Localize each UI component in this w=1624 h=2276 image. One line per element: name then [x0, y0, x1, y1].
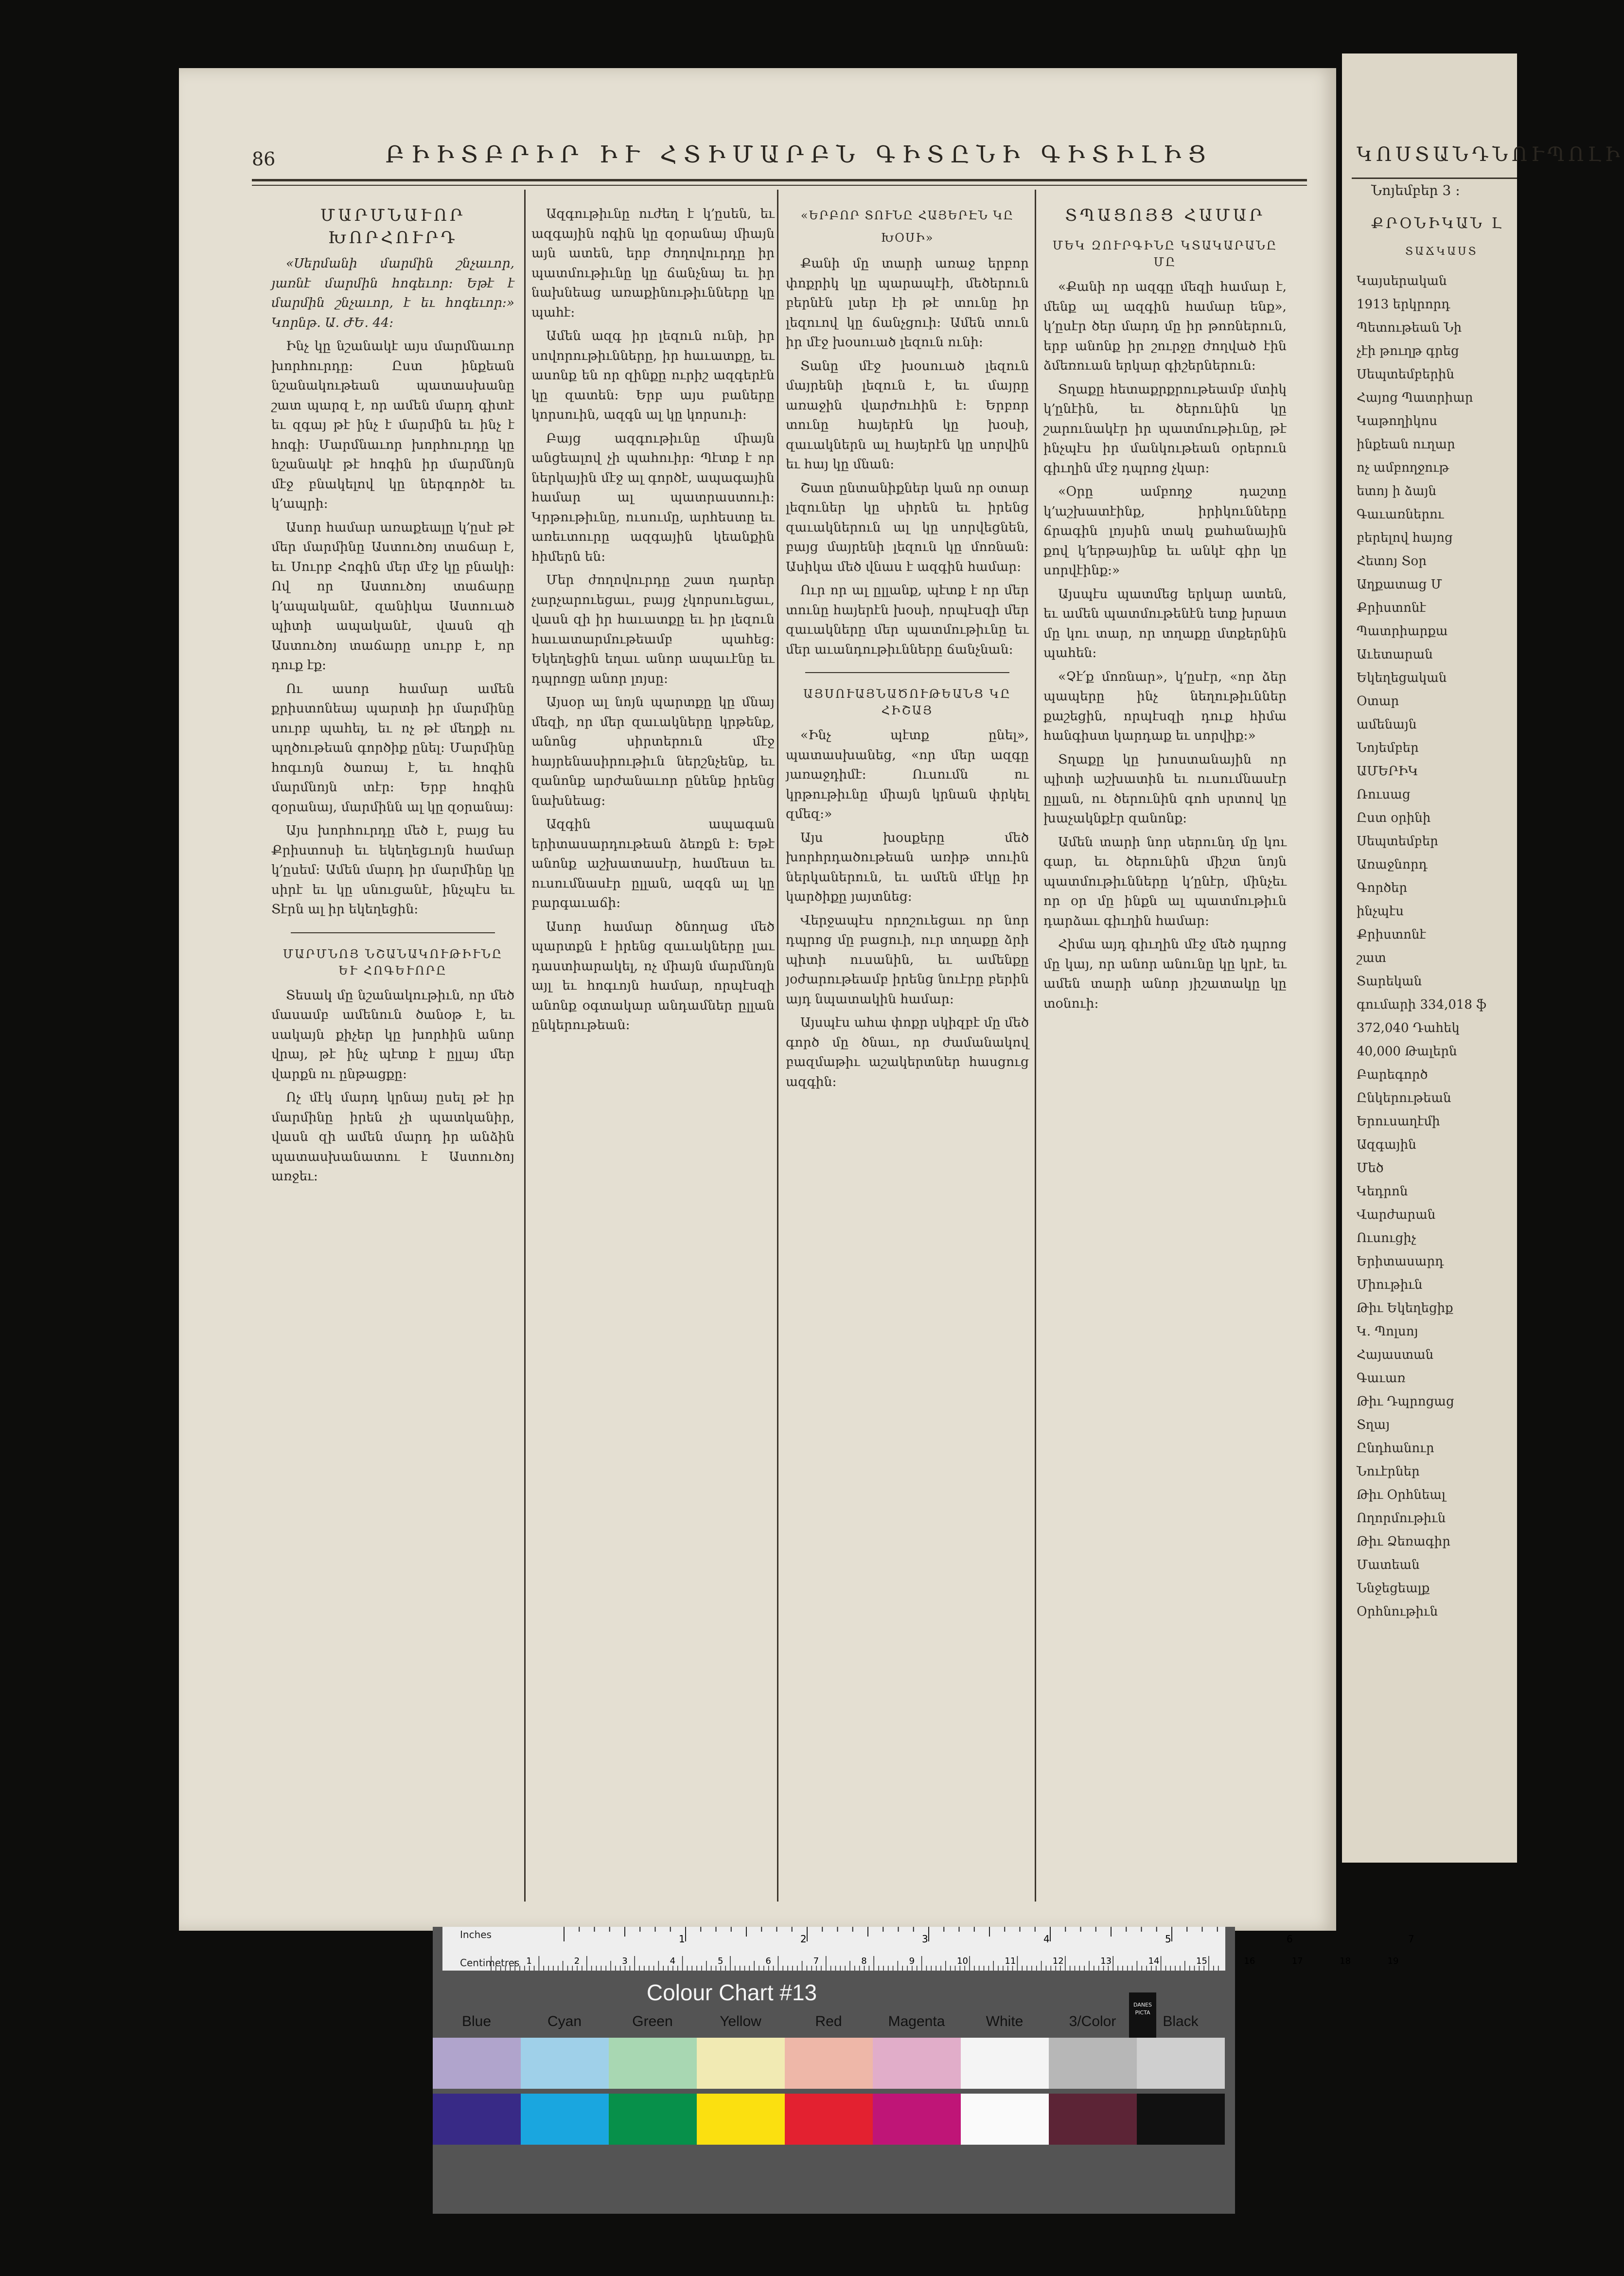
facing-page-line: Ննջեցեալք — [1357, 1581, 1430, 1596]
article-paragraph: Տղաքը հետաքրքրութեամբ մտիկ կ՚ընէին, եւ ծերունին կը շարունակէր իր պատմութիւնը, թէ ինչպէս իր մանկութեան օրերուն գիւղին մէջ դպրոց չկար։ — [1043, 381, 1287, 476]
cm-tick-label: 15 — [1196, 1956, 1207, 1966]
article-paragraph: Մեր ժողովուրդը շատ դարեր չարչարուեցաւ, բայց չկորսուեցաւ, վասն զի իր հաւատքը եւ իր լեզուն հաւատարմութեամբ պահեց։ Եկեղեցին եղաւ անոր ապաւէնը եւ դպրոցը անոր լոյսը։ — [531, 572, 775, 686]
header-rule — [252, 179, 1307, 181]
article-paragraph: Ասոր համար առաքեալը կ՚ըսէ թէ մեր մարմինը Աստուծոյ տաճար է, եւ Սուրբ Հոգին մեր մէջ կը բնակի։ Ով որ Աստուծոյ տաճարը կ՚ապականէ, զանիկա Աստուած պիտի ապականէ, վասն զի Աստուծոյ տաճարը սուրբ է, որ դուք էք։ — [271, 519, 514, 673]
ruler-inches-label: Inches — [460, 1929, 492, 1940]
facing-page-line: ետոյ ի ձայն — [1357, 484, 1437, 498]
facing-page-line: գումարի 334,018 ֆ — [1357, 997, 1487, 1012]
facing-page-line: Օտար — [1357, 694, 1399, 709]
section-subheading: ՄԱՐՄՆՈՅ ՆՇԱՆԱԿՈՒԹԻՒՆԸ ԵՒ ՀՈԳԵՒՈՐԸ — [282, 947, 503, 978]
article-paragraph: Բայց ազգութիւնը միայն անցեալով չի պահուիր։ Պէտք է որ ներկային մէջ ալ գործէ, ապագային համար ալ պատրաստուի։ Կրթութիւնը, ուսումը, արհեստը եւ առեւտուրը ազգային կեանքին հիմերն են։ — [531, 430, 775, 564]
facing-page-line: Առաջնորդ — [1357, 857, 1428, 872]
patch-label: 3/Color — [1069, 2013, 1116, 2029]
facing-page-line: Աւետարան — [1357, 647, 1433, 662]
patch-label: Green — [632, 2013, 673, 2029]
facing-page-line: Մատեան — [1357, 1558, 1420, 1572]
article-paragraph: Այս խորհուրդը մեծ է, բայց ես Քրիստոսի եւ եկեղեցւոյն համար կ՚ըսեմ։ Ամեն մարդ իր մարմինը կը սիրէ եւ կը սնուցանէ, ինչպէս եւ Տէրն ալ իր եկեղեցին։ — [271, 823, 514, 917]
patch-label: Yellow — [720, 2013, 761, 2029]
facing-page-line: Գաւառ — [1357, 1371, 1406, 1386]
inch-tick-label: 3 — [922, 1933, 928, 1945]
facing-page-line: Պետութեան Նի — [1357, 320, 1462, 335]
article-paragraph: «Քանի որ ազգը մեզի համար է, մենք ալ ազգին համար ենք», կ՚ըսէր ծեր մարդ մը իր թոռներուն, երբ անոնք իր շուրջը ժողված էին ձմեռուան երկար գիշերներուն։ — [1043, 279, 1287, 373]
article-paragraph: Ազգութիւնը ուժեղ է կ՚ըսեն, եւ ազգային ոգին կը զօրանայ միայն այն ատեն, երբ ժողովուրդը իր պատմութիւնը կը ճանչնայ եւ իր նախնեաց առաքինութիւնները կը պահէ։ — [531, 206, 775, 320]
section-subheading: ՄԵԿ ԶՈՒՐԳԻՆԸ ԿՏԱԿԱՐԱՆԸ ՄԸ — [1052, 239, 1278, 269]
cm-tick-label: 3 — [622, 1956, 628, 1966]
header-rule-thin — [252, 185, 1307, 186]
cm-tick-label: 10 — [957, 1956, 968, 1966]
article-paragraph: Այս խօսքերը մեծ խորհրդածութեան առիթ տուին ներկաներուն, եւ ամեն մէկը իր կարծիքը յայտնեց։ — [786, 830, 1029, 904]
facing-page-line: Ազգային — [1357, 1138, 1416, 1152]
epigraph-quote: «Սերմանի մարմին շնչաւոր, յառնէ մարմին հոգեւոր։ Եթէ է մարմին շնչաւոր, է եւ հոգեւոր։» Կորնթ. Ա. ԺԵ. 44։ — [271, 256, 514, 330]
facing-page-line: 372,040 Դահեկ — [1357, 1021, 1460, 1035]
facing-page-heading: ԿՈՍՏԱՆԴՆՈՒՊՈԼԻ — [1357, 143, 1624, 166]
patch-label: Red — [815, 2013, 842, 2029]
article-paragraph: Տեսակ մը նշանակութիւն, որ մեծ մասամբ ամենուն ծանօթ է, եւ սակայն քիչեր կը խորհին անոր վրայ, թէ ինչ պէտք է ըլլայ մեր վարքն ու ընթացքը։ — [271, 987, 514, 1082]
facing-page-line: Օրհնութիւն — [1357, 1604, 1438, 1619]
article-column-3 — [786, 204, 1029, 1897]
newspaper-page — [179, 68, 1336, 1931]
facing-page-line: Կաթողիկոս — [1357, 414, 1437, 428]
article-column-1 — [271, 204, 514, 1897]
colour-calibration-chart — [433, 1927, 1414, 2214]
colour-patch-light — [961, 2038, 1049, 2089]
patch-label: Blue — [461, 2013, 492, 2029]
header-rule — [1352, 178, 1517, 179]
facing-page-line: Գործեր — [1357, 881, 1408, 895]
article-paragraph: Ոչ մէկ մարդ կրնայ ըսել թէ իր մարմինը իրեն չի պատկանիր, վասն զի ամեն մարդ իր անձին պատասխանատու է Աստուծոյ առջեւ։ — [271, 1090, 514, 1184]
cm-tick-label: 11 — [1005, 1956, 1016, 1966]
article-paragraph: Տղաքը կը խոստանային որ պիտի աշխատին եւ ուսումնասէր ըլլան, ու ծերունին գոհ սրտով կը խաչակնքէր զանոնք։ — [1043, 751, 1287, 826]
facing-page-line: 1913 երկրորդ — [1357, 297, 1450, 312]
facing-page-line: Թիւ Ձեռագիր — [1357, 1534, 1450, 1549]
article-paragraph: Վերջապէս որոշուեցաւ որ նոր դպրոց մը բացուի, ուր տղաքը ձրի պիտի ուսանին, եւ ամենքը յօժարութեամբ իրենց նուէրը բերին այդ նպատակին համար։ — [786, 912, 1029, 1007]
cm-tick-label: 13 — [1100, 1956, 1112, 1966]
cm-tick-label: 16 — [1244, 1956, 1255, 1966]
facing-page-line: Նուէրներ — [1357, 1464, 1420, 1479]
section-divider — [805, 672, 1009, 673]
facing-page-line: Հետոյ Տօր — [1357, 554, 1427, 569]
article-heading: «ԵՐԲՈՐ ՏՈՒՆԸ ՀԱՅԵՐԷՆ ԿԸ ԽՕՍԻ» — [800, 209, 1014, 245]
inch-tick-label: 1 — [679, 1933, 685, 1945]
facing-page-line: Ընդհանուր — [1357, 1441, 1434, 1456]
facing-page-line: Հայաստան — [1357, 1348, 1434, 1362]
article-paragraph: Ուր որ ալ ըլլանք, պէտք է որ մեր տունը հայերէն խօսի, որպէսզի մեր զաւակները մեր պատմութիւնը եւ մեր աւանդութիւնները ճանչնան։ — [786, 583, 1029, 657]
colour-patch-dark — [961, 2094, 1049, 2145]
column-rule — [524, 190, 526, 1902]
facing-page-line: 40,000 Թալերն — [1357, 1044, 1457, 1059]
facing-page-line: Բարեգործ — [1357, 1067, 1428, 1082]
facing-page-line: Հայոց Պատրիար — [1357, 391, 1473, 405]
inch-tick-label: 4 — [1043, 1933, 1050, 1945]
cm-tick-label: 14 — [1148, 1956, 1160, 1966]
facing-page-line: Երուսաղէմի — [1357, 1114, 1440, 1129]
inch-tick-label: 2 — [800, 1933, 807, 1945]
facing-page-line: ինչպէս — [1357, 904, 1404, 919]
colour-patch-light — [697, 2038, 785, 2089]
colour-patch-dark — [1137, 2094, 1225, 2145]
cm-tick-label: 12 — [1052, 1956, 1064, 1966]
chart-title: Colour Chart #13 — [646, 1980, 817, 2005]
facing-page-line: Նոյեմբեր — [1357, 741, 1419, 755]
facing-page-line: Ըստ օրինի — [1357, 811, 1431, 825]
article-paragraph: Ինչ կը նշանակէ այս մարմնաւոր խորհուրդը։ Ըստ ինքեան նշանակութեան պատասխանը շատ պարզ է, որ ամեն մարդ գիտէ եւ զգայ թէ ինչ է մարմին եւ ինչ է հոգի։ Մարմնաւոր խորհուրդը կը նշանակէ թէ հոգին իր մարմնոյն մէջ բնակելով կը ներգործէ եւ կ՚ապրի։ — [271, 338, 514, 511]
facing-page-line: ինքեան ուղար — [1357, 437, 1455, 452]
cm-tick-label: 19 — [1387, 1956, 1399, 1966]
facing-page-line: Կեդրոն — [1357, 1184, 1408, 1199]
facing-page-line: Ընկերութեան — [1357, 1091, 1451, 1105]
measurement-ruler — [442, 1927, 1414, 1971]
article-paragraph: Ամեն տարի նոր սերունդ մը կու գար, եւ ծերունին միշտ նոյն պատմութիւնները կ՚ընէր, մինչեւ որ օր մը ինքն ալ պատմութիւն դարձաւ գիւղին համար։ — [1043, 834, 1287, 928]
colour-patch-dark — [433, 2094, 521, 2145]
patch-label: Cyan — [547, 2013, 582, 2029]
colour-patch-dark — [1049, 2094, 1137, 2145]
page-number: 86 — [252, 148, 276, 170]
facing-page-fragment — [1342, 53, 1624, 1863]
column-rule — [1035, 190, 1036, 1902]
ruler-ticks — [442, 1927, 1414, 1971]
section-heading: ՔՐՕՆԻԿԱՆ Լ — [1371, 215, 1504, 232]
patch-label: Magenta — [888, 2013, 945, 2029]
facing-page-line: ամենայն — [1357, 717, 1417, 732]
cm-tick-label: 9 — [909, 1956, 915, 1966]
facing-page-line: Ողորմութիւն — [1357, 1511, 1446, 1526]
facing-page-line: ոչ ամբողջութ — [1357, 461, 1449, 475]
colour-patch-dark — [873, 2094, 961, 2145]
brand-logo: DANES PICTA — [1129, 1992, 1156, 2043]
facing-page-line: Կ. Պոլսոյ — [1357, 1324, 1418, 1339]
facing-page-column — [1357, 209, 1517, 1863]
patch-labels — [433, 2013, 1199, 2033]
facing-page-date: Նոյեմբեր 3 ։ — [1371, 182, 1460, 198]
cm-tick-label: 1 — [526, 1956, 532, 1966]
facing-page-line: Եկեղեցական — [1357, 671, 1447, 685]
colour-patch-light — [609, 2038, 697, 2089]
article-heading: ՄԱՐՄՆԱՒՈՐ ԽՈՐՀՈՒՐԴ — [320, 206, 466, 248]
facing-page-line: Միութիւն — [1357, 1278, 1423, 1292]
facing-page-line: Տղայ — [1357, 1418, 1390, 1432]
article-paragraph: Այսպէս պատմեց երկար ատեն, եւ ամեն պատմութենէն ետք խրատ մը կու տար, որ տղաքը մտքերնին պահեն։ — [1043, 586, 1287, 660]
section-divider — [291, 932, 495, 933]
cm-tick-label: 5 — [718, 1956, 724, 1966]
article-paragraph: Տանը մէջ խօսուած լեզուն մայրենի լեզուն է, եւ մայրը առաջին վարժուհին է։ Երբոր տունը հայերէն կը խօսի, զաւակներն ալ հայերէն կը սորվին եւ հայ կը մնան։ — [786, 358, 1029, 472]
facing-page-line: Քրիստոնէ — [1357, 927, 1426, 942]
colour-patch-light — [433, 2038, 521, 2089]
facing-page-line: Գաւառներու — [1357, 507, 1444, 522]
colour-patch-dark — [609, 2094, 697, 2145]
facing-page-line: Պատրիարքա — [1357, 624, 1448, 639]
facing-page-line: Թիւ Օրհնեալ — [1357, 1488, 1446, 1502]
colour-patch-dark — [697, 2094, 785, 2145]
facing-page-line: բերելով հայոց — [1357, 531, 1453, 545]
colour-patch-light — [521, 2038, 609, 2089]
article-column-4 — [1043, 204, 1287, 1897]
section-subheading: ԱՅՍՈՒԱՅՆԱԾՈՒԹԵԱՆՑ ԿԸ ՀԻՇԱՅ — [803, 687, 1011, 717]
article-paragraph: «Չէ՛ք մոռնար», կ՚ըսէր, «որ ձեր պապերը ինչ նեղութիւններ քաշեցին, որպէսզի դուք հիմա հանգիստ կարդաք եւ սորվիք։» — [1043, 669, 1287, 743]
facing-page-line: Սեպտեմբերին — [1357, 367, 1454, 382]
running-head: ԲԻԻՏԲՐԻՐ ԻՒ ՀՏԻՄԱՐԲՆ ԳԻՏԸՆԻ ԳԻՏԻԼԻՑ — [385, 141, 1213, 168]
colour-patch-light — [873, 2038, 961, 2089]
section-subheading: ՏԱՃԿԱՍՏ — [1405, 246, 1478, 258]
article-column-2 — [531, 204, 775, 1897]
facing-page-line: Տարեկան — [1357, 974, 1422, 989]
colour-patch-dark — [785, 2094, 873, 2145]
facing-page-line: Կայսերական — [1357, 274, 1447, 288]
article-paragraph: Հիմա այդ գիւղին մէջ մեծ դպրոց մը կայ, որ անոր անունը կը կրէ, եւ ամեն տարի անոր յիշատակը կը տօնուի։ — [1043, 937, 1287, 1011]
colour-patch-dark — [521, 2094, 609, 2145]
inch-tick-label: 5 — [1165, 1933, 1171, 1945]
colour-patch-light — [1137, 2038, 1225, 2089]
cm-tick-label: 8 — [861, 1956, 867, 1966]
article-paragraph: «Ինչ պէտք ընել», պատասխանեց, «որ մեր ազգը յառաջդիմէ։ Ուսումն ու կրթութիւնը միայն կրնան փրկել զմեզ։» — [786, 728, 1029, 821]
facing-page-line: Աղքատաց Մ — [1357, 577, 1442, 592]
cm-tick-label: 7 — [813, 1956, 819, 1966]
article-paragraph: Այսօր ալ նոյն պարտքը կը մնայ մեզի, որ մեր զաւակները կրթենք, անոնց սիրտերուն մէջ հայրենասիրութիւն ներշնչենք, եւ զանոնք արժանաւոր ընենք իրենց նախնեաց։ — [531, 694, 775, 808]
patch-label: White — [986, 2013, 1024, 2029]
facing-page-line: ԱՄԵՐԻԿ — [1357, 764, 1418, 779]
column-rule — [777, 190, 778, 1902]
cm-tick-label: 6 — [765, 1956, 771, 1966]
article-heading: ՏՊԱՑՈՅՑ ՀԱՄԱՐ — [1065, 206, 1265, 225]
facing-page-line: Մեծ — [1357, 1161, 1384, 1175]
article-paragraph: «Օրը ամբողջ դաշտը կ՚աշխատէինք, իրիկունները ճրագին լոյսին տակ քահանային քով կ՚երթայինք եւ անկէ գիր կը սորվէինք։» — [1043, 484, 1287, 578]
article-paragraph: Այսպէս ահա փոքր սկիզբէ մը մեծ գործ մը ծնաւ, որ ժամանակով բազմաթիւ աշակերտներ հասցուց ազգին։ — [786, 1015, 1029, 1089]
article-paragraph: Ասոր համար ծնողաց մեծ պարտքն է իրենց զաւակները լաւ դաստիարակել, ոչ միայն մարմնոյն այլ եւ հոգւոյն համար, որպէսզի անոնք օգտակար անդամներ ըլլան ընկերութեան։ — [531, 919, 775, 1032]
inch-tick-label: 7 — [1408, 1933, 1414, 1945]
article-paragraph: Ազգին ապագան երիտասարդութեան ձեռքն է։ Եթէ անոնք աշխատասէր, համեստ եւ ուսումնասէր ըլլան, ազգն ալ կը բարգաւաճի։ — [531, 817, 775, 910]
cm-tick-label: 17 — [1291, 1956, 1303, 1966]
ruler-cm-label: Centimetres — [460, 1957, 520, 1969]
facing-page-line: Քրիստոնէ — [1357, 601, 1426, 615]
article-paragraph: Քանի մը տարի առաջ երբոր փոքրիկ կը պարապէի, մեծերուն բերնէն լսեր էի թէ տունը իր լեզուով կը ճանչցուի։ Ամեն տուն իր մէջ խօսուած լեզուն ունի։ — [786, 256, 1029, 350]
cm-tick-label: 2 — [574, 1956, 580, 1966]
facing-page-line: Ռուսաց — [1357, 787, 1411, 802]
patch-label: Black — [1163, 2013, 1199, 2029]
inch-tick-label: 6 — [1287, 1933, 1293, 1945]
article-paragraph: Ու ասոր համար ամեն քրիստոնեայ պարտի իր մարմինը սուրբ պահել, եւ ոչ թէ մեղքի ու պղծութեան գործիք ընել։ Մարմինը հոգւոյն ծառայ է, եւ հոգին մարմնոյն տէր։ Երբ հոգին զօրանայ, մարմինն ալ կը զօրանայ։ — [271, 681, 514, 815]
facing-page-line: չէի թուղթ գրեց — [1357, 344, 1459, 358]
facing-page-line: Երիտասարդ — [1357, 1254, 1444, 1269]
facing-page-line: Թիւ Դպրոցաց — [1357, 1394, 1454, 1409]
cm-tick-label: 4 — [670, 1956, 676, 1966]
article-paragraph: Ամեն ազգ իր լեզուն ունի, իր սովորութիւնները, իր հաւատքը, եւ ասոնք են որ զինքը ուրիշ ազգերէն կը զատեն։ Երբ այս բաները կորսուին, ազգն ալ կը կորսուի։ — [531, 328, 775, 422]
facing-page-line: Թիւ Եկեղեցիք — [1357, 1301, 1453, 1316]
colour-patch-light — [785, 2038, 873, 2089]
cm-tick-label: 18 — [1340, 1956, 1351, 1966]
colour-patch-light — [1049, 2038, 1137, 2089]
facing-page-line: Վարժարան — [1357, 1208, 1436, 1222]
facing-page-line: Սեպտեմբեր — [1357, 834, 1438, 849]
article-paragraph: Շատ ընտանիքներ կան որ օտար լեզուներ կը սիրեն եւ իրենց զաւակներուն ալ կը սորվեցնեն, բայց մայրենի լեզուն կը մոռնան։ Ասիկա մեծ վնաս է ազգին համար։ — [786, 480, 1029, 574]
facing-page-line: Ուսուցիչ — [1357, 1231, 1416, 1245]
facing-page-line: շատ — [1357, 951, 1386, 965]
